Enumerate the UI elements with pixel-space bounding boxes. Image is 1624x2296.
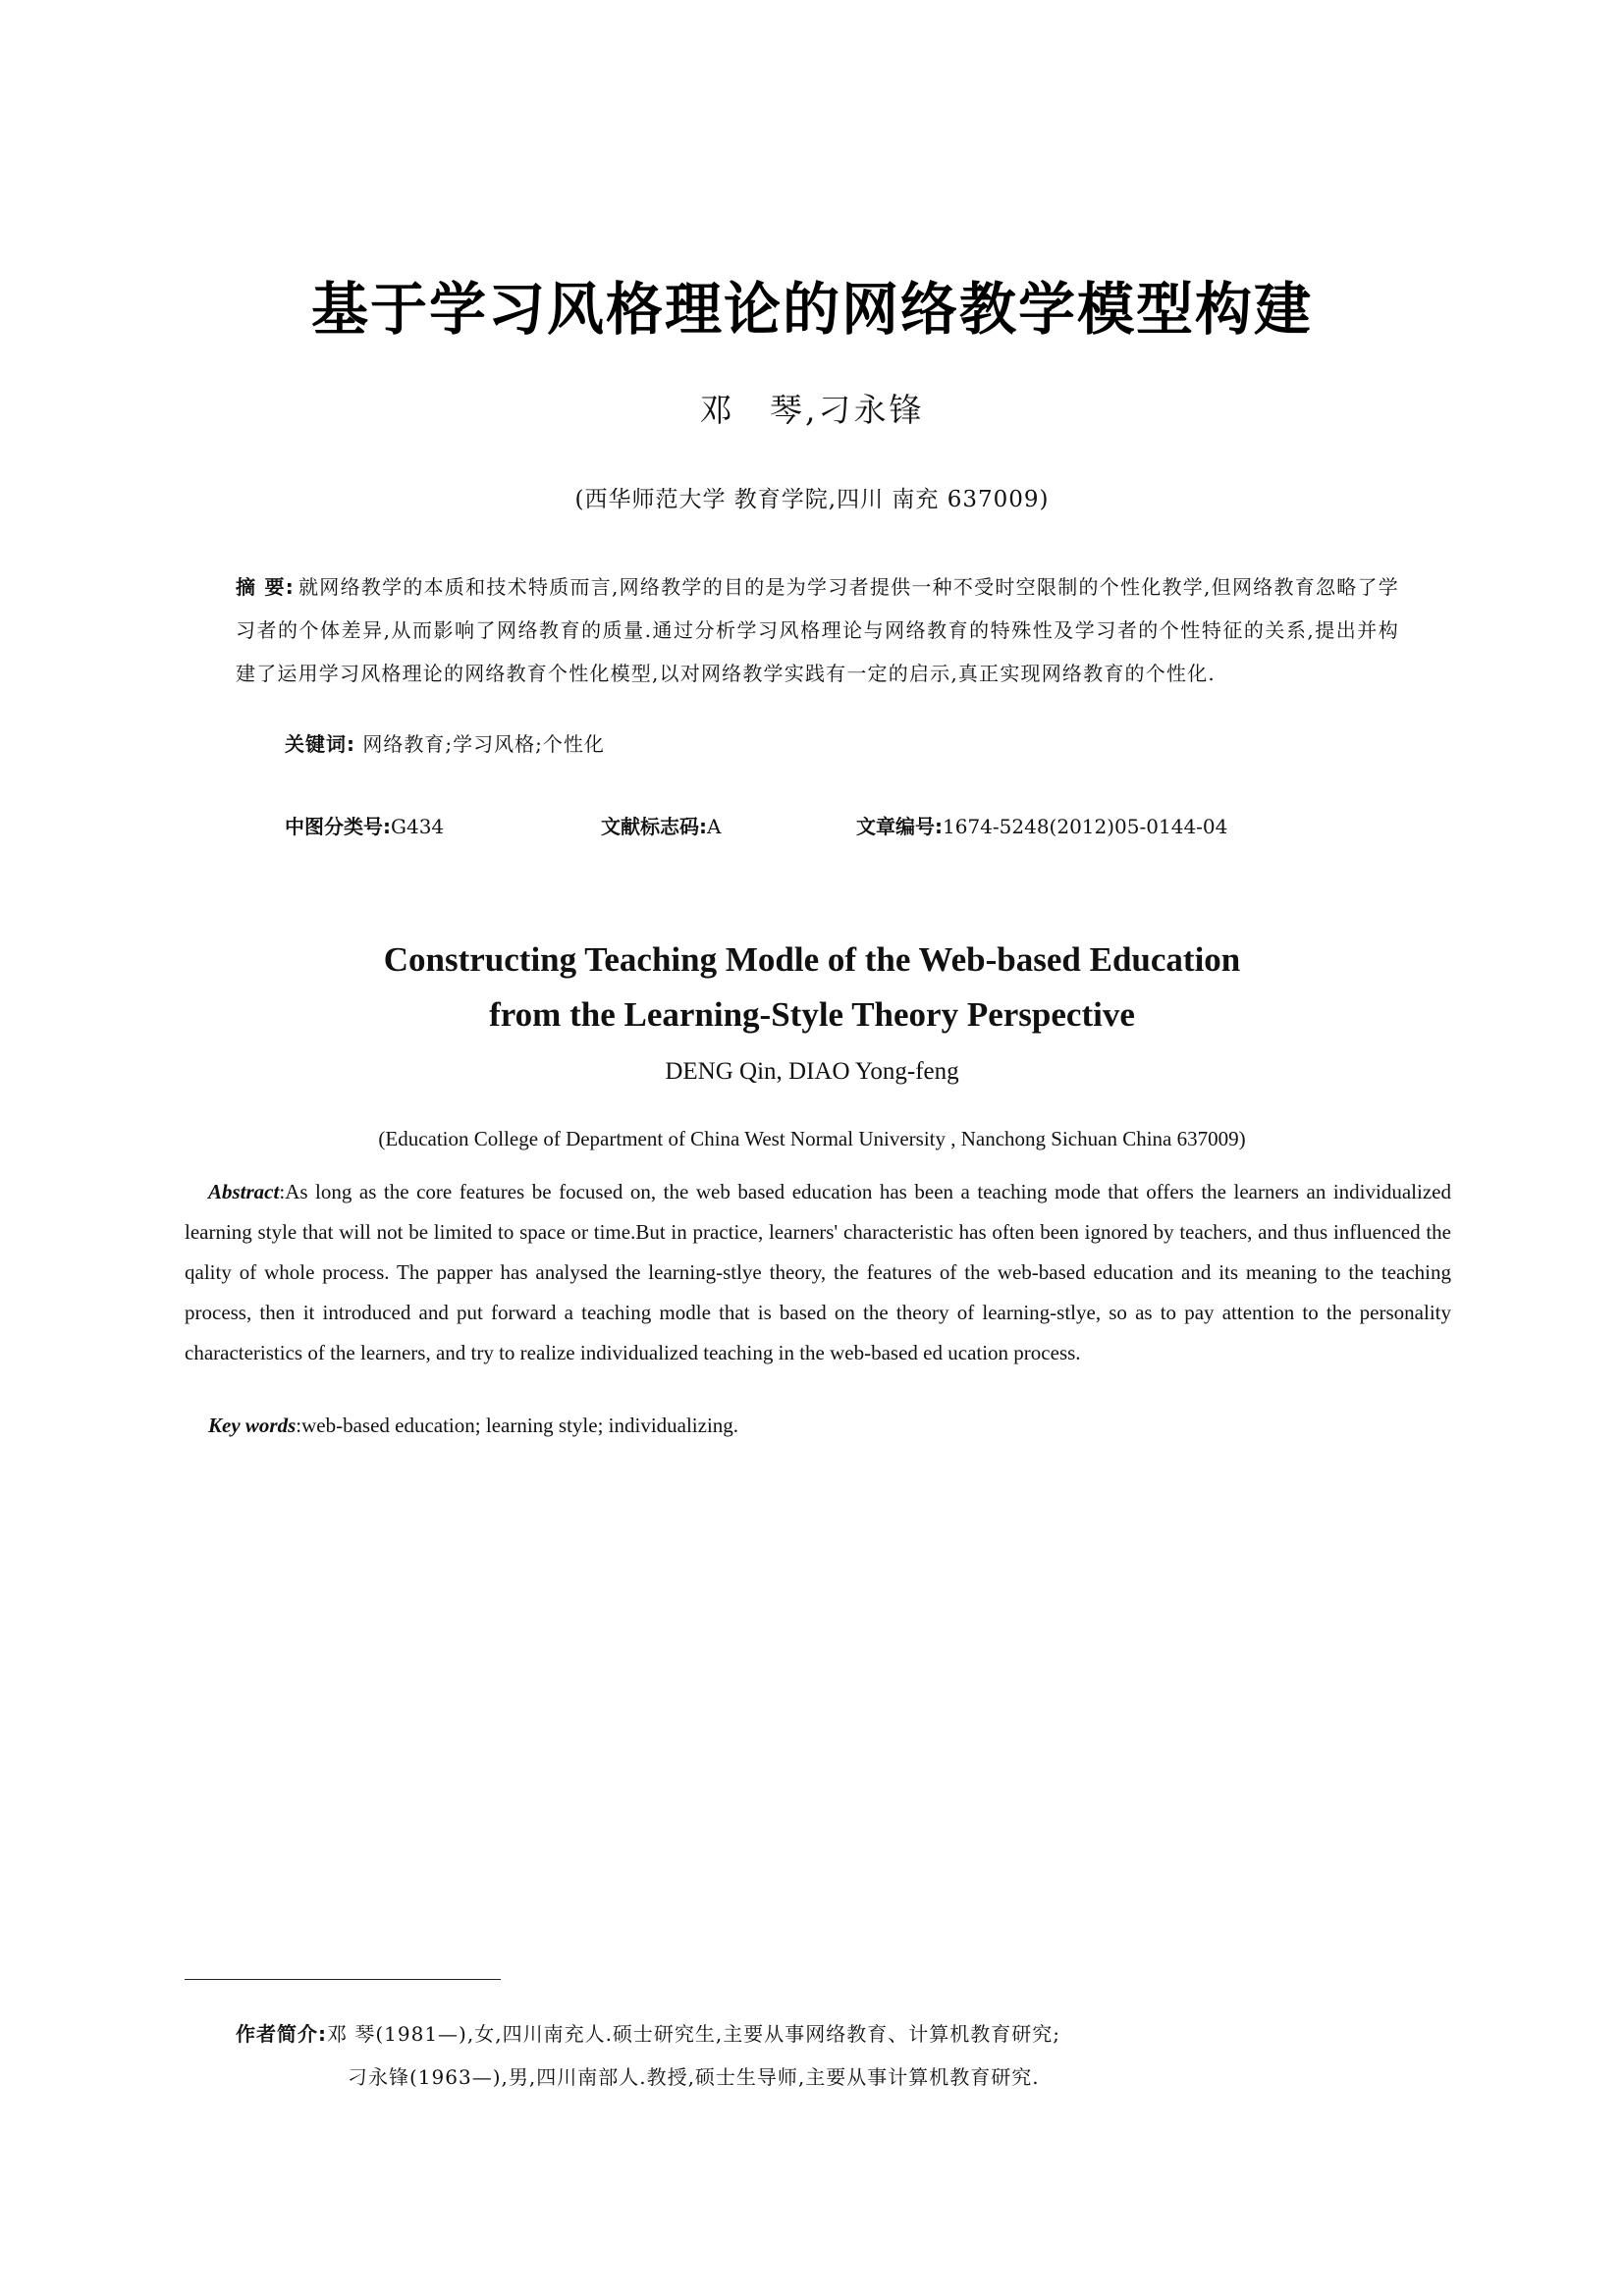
english-keywords-text: web-based education; learning style; individualizing. (301, 1414, 739, 1437)
footnote-line-1 (236, 2012, 1414, 2056)
english-abstract-separator: : (279, 1180, 286, 1203)
footnote-divider (185, 1979, 501, 1980)
doc-code-label: 文献标志码: (601, 815, 707, 838)
english-authors: DENG Qin, DIAO Yong-feng (665, 1058, 959, 1085)
english-abstract-label: Abstract (208, 1180, 280, 1203)
chinese-title: 基于学习风格理论的网络教学模型构建 (310, 276, 1313, 343)
footnote-author-2: 刁永锋(1963—),男,四川南部人.教授,硕士生导师,主要从事计算机教育研究. (348, 2065, 1040, 2089)
english-keywords-label: Key words (208, 1414, 297, 1437)
footnote-author-1: 邓 琴(1981—),女,四川南充人.硕士研究生,主要从事网络教育、计算机教育研究; (327, 2022, 1061, 2046)
chinese-abstract (236, 565, 1399, 695)
author-footnote (236, 2012, 1414, 2099)
clc-number (285, 811, 444, 839)
article-no-label: 文章编号: (856, 815, 943, 838)
document-code (601, 811, 721, 839)
clc-label: 中图分类号: (285, 815, 391, 838)
footnote-label: 作者简介: (236, 2022, 327, 2046)
doc-code-value: A (707, 815, 722, 838)
chinese-keywords-text: 网络教育;学习风格;个性化 (362, 732, 605, 756)
clc-value: G434 (391, 815, 445, 838)
english-affiliation: (Education College of Department of China West Normal University , Nanchong Sichuan China 637009) (378, 1127, 1246, 1150)
chinese-authors: 邓 琴,刁永锋 (699, 391, 925, 429)
chinese-keywords (285, 728, 1399, 757)
english-keywords (208, 1414, 1445, 1438)
chinese-keywords-label: 关键词: (285, 732, 355, 756)
classification-line (285, 811, 1404, 840)
english-keywords-separator: : (296, 1414, 302, 1437)
english-title-line-1: Constructing Teaching Modle of the Web-based Education (383, 940, 1241, 979)
chinese-affiliation: (西华师范大学 教育学院,四川 南充 637009) (574, 487, 1050, 512)
chinese-abstract-text: 就网络教学的本质和技术特质而言,网络教学的目的是为学习者提供一种不受时空限制的个性化教学,但网络教育忽略了学习者的个体差异,从而影响了网络教育的质量.通过分析学习风格理论与网络教育的特殊性及学习者的个性特征的关系,提出并构建了运用学习风格理论的网络教育个性化模型,以对网络教学实践有一定的启示,真正实现网络教育的个性化. (236, 575, 1400, 685)
english-abstract (185, 1172, 1451, 1373)
article-number (856, 811, 1227, 839)
chinese-abstract-label: 摘 要: (236, 575, 295, 599)
english-title (0, 933, 1624, 1042)
english-abstract-text: As long as the core features be focused on, the web based education has been a teaching mode that offers the learners an individualized learning style that will not be limited to space or time.But in practice, learners' characteristic has often been ignored by teachers, and thus influenced the qality of whole process. The papper has analysed the learning-stlye theory, the features of the web-based education and its meaning to the teaching process, then it introduced and put forward a teaching modle that is based on the theory of learning-stlye, so as to pay attention to the personality characteristics of the learners, and try to realize individualized teaching in the web-based ed ucation process. (185, 1180, 1451, 1364)
article-no-value: 1674-5248(2012)05-0144-04 (943, 815, 1228, 838)
english-title-line-2: from the Learning-Style Theory Perspective (489, 995, 1135, 1034)
